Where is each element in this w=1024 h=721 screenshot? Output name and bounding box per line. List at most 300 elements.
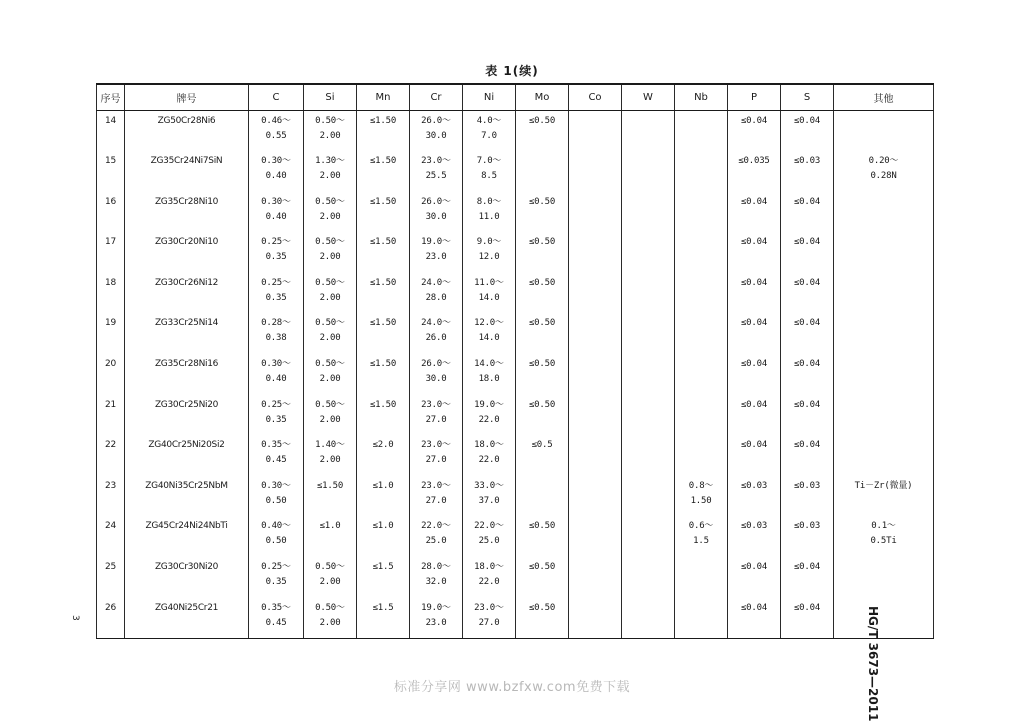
si-cell bbox=[304, 435, 357, 476]
c-cell bbox=[249, 192, 304, 233]
value-line: 24.0～ bbox=[421, 277, 451, 288]
cr-cell bbox=[410, 557, 463, 598]
value-line: ≤0.03 bbox=[793, 521, 821, 532]
co-cell bbox=[569, 476, 622, 517]
value-line: 18.0～ bbox=[474, 440, 504, 451]
s-cell bbox=[781, 354, 834, 395]
value-line: 0.50～ bbox=[315, 116, 345, 126]
grade-cell: ZG30Cr20Ni10 bbox=[125, 232, 249, 273]
value-line: 0.50～ bbox=[315, 359, 345, 370]
value-line: 22.0 bbox=[478, 414, 500, 425]
page-number: 3 bbox=[70, 615, 80, 621]
value-line: 19.0～ bbox=[421, 237, 451, 248]
value-line: 0.40 bbox=[265, 374, 287, 385]
table-row bbox=[97, 232, 934, 273]
c-cell bbox=[249, 273, 304, 314]
grade-cell: ZG30Cr25Ni20 bbox=[125, 395, 249, 436]
ni-cell bbox=[463, 313, 516, 354]
si-cell bbox=[304, 273, 357, 314]
table-row bbox=[97, 598, 934, 639]
ni-cell bbox=[463, 476, 516, 517]
value-line: 0.50～ bbox=[315, 562, 345, 573]
ni-cell bbox=[463, 395, 516, 436]
table-row bbox=[97, 354, 934, 395]
header-cell: 序号 bbox=[97, 84, 125, 111]
cr-cell bbox=[410, 354, 463, 395]
value-line: 0.46～ bbox=[261, 116, 291, 126]
value-line: 22.0 bbox=[478, 455, 500, 466]
ni-cell bbox=[463, 516, 516, 557]
value-line: 0.20～ bbox=[868, 156, 899, 167]
value-line: ≤0.04 bbox=[793, 237, 821, 248]
p-cell bbox=[728, 516, 781, 557]
grade-cell: ZG35Cr24Ni7SiN bbox=[125, 151, 249, 192]
cr-cell bbox=[410, 192, 463, 233]
header-cell: C bbox=[249, 84, 304, 111]
p-cell bbox=[728, 232, 781, 273]
header-cell: Nb bbox=[675, 84, 728, 111]
cr-cell bbox=[410, 111, 463, 152]
value-line: 0.35 bbox=[265, 252, 287, 263]
nb-cell bbox=[675, 435, 728, 476]
value-line: 7.0 bbox=[481, 131, 497, 141]
p-cell bbox=[728, 395, 781, 436]
value-line: 19.0～ bbox=[421, 602, 451, 613]
value-line: 7.0～ bbox=[476, 156, 502, 167]
value-line: 0.40～ bbox=[261, 521, 291, 532]
cr-cell bbox=[410, 598, 463, 639]
value-line: ≤1.50 bbox=[369, 399, 397, 410]
row-number: 19 bbox=[97, 313, 125, 354]
c-cell bbox=[249, 232, 304, 273]
s-cell bbox=[781, 557, 834, 598]
row-number: 22 bbox=[97, 435, 125, 476]
ni-cell bbox=[463, 111, 516, 152]
grade-cell: ZG35Cr28Ni16 bbox=[125, 354, 249, 395]
mo-cell bbox=[516, 557, 569, 598]
row-number: 25 bbox=[97, 557, 125, 598]
value-line: 0.6～ bbox=[688, 521, 714, 532]
other-cell bbox=[834, 395, 934, 436]
mn-cell bbox=[357, 598, 410, 639]
value-line: ≤0.04 bbox=[793, 399, 821, 410]
c-cell bbox=[249, 111, 304, 152]
header-cell: Mo bbox=[516, 84, 569, 111]
value-line: 27.0 bbox=[425, 455, 447, 466]
co-cell bbox=[569, 232, 622, 273]
header-cell: P bbox=[728, 84, 781, 111]
co-cell bbox=[569, 516, 622, 557]
value-line: 1.5 bbox=[693, 536, 709, 547]
ni-cell bbox=[463, 192, 516, 233]
mo-cell bbox=[516, 313, 569, 354]
value-line: ≤1.50 bbox=[369, 196, 397, 207]
mn-cell bbox=[357, 354, 410, 395]
other-cell bbox=[834, 151, 934, 192]
w-cell bbox=[622, 354, 675, 395]
value-line: 32.0 bbox=[425, 577, 447, 588]
value-line: 0.30～ bbox=[261, 156, 291, 167]
value-line: ≤0.50 bbox=[528, 196, 556, 207]
mo-cell bbox=[516, 273, 569, 314]
p-cell bbox=[728, 598, 781, 639]
table-row bbox=[97, 192, 934, 233]
si-cell bbox=[304, 192, 357, 233]
nb-cell bbox=[675, 151, 728, 192]
row-number: 26 bbox=[97, 598, 125, 639]
p-cell bbox=[728, 313, 781, 354]
value-line: ≤0.50 bbox=[528, 277, 556, 288]
s-cell bbox=[781, 516, 834, 557]
value-line: 30.0 bbox=[425, 131, 447, 141]
s-cell bbox=[781, 232, 834, 273]
co-cell bbox=[569, 354, 622, 395]
other-cell bbox=[834, 598, 934, 639]
nb-cell bbox=[675, 313, 728, 354]
ni-cell bbox=[463, 598, 516, 639]
w-cell bbox=[622, 111, 675, 152]
header-cell: Cr bbox=[410, 84, 463, 111]
value-line: ≤0.04 bbox=[740, 116, 768, 126]
value-line: 0.50～ bbox=[315, 399, 345, 410]
nb-cell bbox=[675, 192, 728, 233]
cr-cell bbox=[410, 313, 463, 354]
value-line: 8.0～ bbox=[476, 196, 502, 207]
value-line: ≤1.50 bbox=[316, 480, 344, 491]
value-line: 0.55 bbox=[265, 131, 287, 141]
table-row bbox=[97, 395, 934, 436]
value-line: 2.00 bbox=[319, 252, 341, 263]
value-line: 1.40～ bbox=[315, 440, 345, 451]
value-line: 1.50 bbox=[690, 495, 712, 506]
header-cell: 牌号 bbox=[125, 84, 249, 111]
value-line: 0.30～ bbox=[261, 196, 291, 207]
co-cell bbox=[569, 111, 622, 152]
value-line: 0.25～ bbox=[261, 399, 291, 410]
value-line: 2.00 bbox=[319, 455, 341, 466]
value-line: ≤0.04 bbox=[793, 562, 821, 573]
cr-cell bbox=[410, 516, 463, 557]
si-cell bbox=[304, 354, 357, 395]
mo-cell bbox=[516, 516, 569, 557]
nb-cell bbox=[675, 598, 728, 639]
other-cell bbox=[834, 476, 934, 517]
value-line: ≤0.03 bbox=[740, 480, 768, 491]
value-line: ≤0.04 bbox=[793, 196, 821, 207]
value-line: 0.45 bbox=[265, 455, 287, 466]
value-line: 2.00 bbox=[319, 333, 341, 344]
value-line: ≤1.5 bbox=[372, 602, 394, 613]
value-line: ≤1.50 bbox=[369, 318, 397, 329]
value-line: ≤0.04 bbox=[740, 237, 768, 248]
cr-cell bbox=[410, 435, 463, 476]
value-line: 0.25～ bbox=[261, 277, 291, 288]
p-cell bbox=[728, 557, 781, 598]
w-cell bbox=[622, 273, 675, 314]
other-cell bbox=[834, 232, 934, 273]
value-line: 0.50～ bbox=[315, 237, 345, 248]
value-line: ≤0.04 bbox=[793, 318, 821, 329]
value-line: ≤0.50 bbox=[528, 602, 556, 613]
grade-cell: ZG35Cr28Ni10 bbox=[125, 192, 249, 233]
value-line: ≤0.04 bbox=[793, 116, 821, 126]
value-line: 22.0～ bbox=[474, 521, 504, 532]
grade-cell: ZG40Cr25Ni20Si2 bbox=[125, 435, 249, 476]
value-line: 25.5 bbox=[425, 171, 447, 182]
row-number: 21 bbox=[97, 395, 125, 436]
value-line: 27.0 bbox=[478, 617, 500, 628]
value-line: 22.0～ bbox=[421, 521, 451, 532]
ni-cell bbox=[463, 273, 516, 314]
mn-cell bbox=[357, 435, 410, 476]
other-cell bbox=[834, 273, 934, 314]
s-cell bbox=[781, 395, 834, 436]
grade-cell: ZG40Ni35Cr25NbM bbox=[125, 476, 249, 517]
value-line: 23.0～ bbox=[474, 602, 504, 613]
cr-cell bbox=[410, 232, 463, 273]
w-cell bbox=[622, 232, 675, 273]
mn-cell bbox=[357, 557, 410, 598]
cr-cell bbox=[410, 395, 463, 436]
p-cell bbox=[728, 273, 781, 314]
value-line: 2.00 bbox=[319, 374, 341, 385]
value-line: 27.0 bbox=[425, 495, 447, 506]
w-cell bbox=[622, 192, 675, 233]
value-line: 2.00 bbox=[319, 171, 341, 182]
value-line: 9.0～ bbox=[476, 237, 502, 248]
s-cell bbox=[781, 192, 834, 233]
value-line: 12.0 bbox=[478, 252, 500, 263]
value-line: 19.0～ bbox=[474, 399, 504, 410]
value-line: ≤0.5 bbox=[531, 440, 553, 451]
header-cell: Co bbox=[569, 84, 622, 111]
value-line: 0.5Ti bbox=[870, 536, 897, 547]
c-cell bbox=[249, 598, 304, 639]
c-cell bbox=[249, 354, 304, 395]
value-line: ≤0.04 bbox=[740, 318, 768, 329]
ni-cell bbox=[463, 151, 516, 192]
value-line: 0.25～ bbox=[261, 237, 291, 248]
value-line: 4.0～ bbox=[476, 116, 502, 126]
co-cell bbox=[569, 192, 622, 233]
value-line: 30.0 bbox=[425, 374, 447, 385]
value-line: ≤0.04 bbox=[793, 602, 821, 613]
value-line: 23.0 bbox=[425, 617, 447, 628]
value-line: 14.0 bbox=[478, 333, 500, 344]
nb-cell bbox=[675, 476, 728, 517]
s-cell bbox=[781, 476, 834, 517]
value-line: 26.0～ bbox=[421, 116, 451, 126]
grade-cell: ZG30Cr26Ni12 bbox=[125, 273, 249, 314]
mn-cell bbox=[357, 232, 410, 273]
p-cell bbox=[728, 192, 781, 233]
value-line: 28.0～ bbox=[421, 562, 451, 573]
value-line: ≤0.04 bbox=[740, 196, 768, 207]
other-cell bbox=[834, 435, 934, 476]
co-cell bbox=[569, 598, 622, 639]
value-line: 2.00 bbox=[319, 414, 341, 425]
value-line: 0.8～ bbox=[688, 480, 714, 491]
header-row bbox=[97, 84, 934, 111]
value-line: 11.0～ bbox=[474, 277, 504, 288]
c-cell bbox=[249, 516, 304, 557]
co-cell bbox=[569, 313, 622, 354]
mo-cell bbox=[516, 395, 569, 436]
other-cell bbox=[834, 111, 934, 152]
si-cell bbox=[304, 313, 357, 354]
w-cell bbox=[622, 557, 675, 598]
value-line: ≤0.50 bbox=[528, 521, 556, 532]
value-line: 0.50～ bbox=[315, 318, 345, 329]
s-cell bbox=[781, 598, 834, 639]
value-line: 0.38 bbox=[265, 333, 287, 344]
value-line: ≤1.50 bbox=[369, 237, 397, 248]
value-line: 0.50 bbox=[265, 495, 287, 506]
value-line: ≤1.50 bbox=[369, 359, 397, 370]
mn-cell bbox=[357, 395, 410, 436]
value-line: 25.0 bbox=[425, 536, 447, 547]
value-line: 23.0～ bbox=[421, 156, 451, 167]
s-cell bbox=[781, 313, 834, 354]
value-line: ≤1.50 bbox=[369, 277, 397, 288]
row-number: 23 bbox=[97, 476, 125, 517]
mo-cell bbox=[516, 435, 569, 476]
header-cell: W bbox=[622, 84, 675, 111]
p-cell bbox=[728, 476, 781, 517]
other-cell bbox=[834, 313, 934, 354]
value-line: 0.50～ bbox=[315, 602, 345, 613]
c-cell bbox=[249, 151, 304, 192]
value-line: 0.35～ bbox=[261, 440, 291, 451]
value-line: ≤1.50 bbox=[369, 156, 397, 167]
mn-cell bbox=[357, 313, 410, 354]
value-line: ≤0.03 bbox=[793, 480, 821, 491]
mo-cell bbox=[516, 476, 569, 517]
table-row bbox=[97, 516, 934, 557]
value-line: ≤0.50 bbox=[528, 562, 556, 573]
value-line: 26.0～ bbox=[421, 196, 451, 207]
header-cell: Mn bbox=[357, 84, 410, 111]
value-line: ≤0.04 bbox=[740, 359, 768, 370]
value-line: ≤0.04 bbox=[740, 602, 768, 613]
value-line: 26.0 bbox=[425, 333, 447, 344]
table-row bbox=[97, 313, 934, 354]
value-line: 0.30～ bbox=[261, 480, 291, 491]
value-line: ≤0.04 bbox=[740, 277, 768, 288]
c-cell bbox=[249, 435, 304, 476]
value-line: ≤0.50 bbox=[528, 318, 556, 329]
value-line: ≤0.50 bbox=[528, 399, 556, 410]
mn-cell bbox=[357, 476, 410, 517]
value-line: 0.35 bbox=[265, 414, 287, 425]
co-cell bbox=[569, 435, 622, 476]
value-line: 12.0～ bbox=[474, 318, 504, 329]
value-line: ≤0.035 bbox=[738, 156, 770, 167]
value-line: 0.35 bbox=[265, 577, 287, 588]
other-cell bbox=[834, 516, 934, 557]
si-cell bbox=[304, 516, 357, 557]
nb-cell bbox=[675, 354, 728, 395]
w-cell bbox=[622, 313, 675, 354]
value-line: 2.00 bbox=[319, 131, 341, 141]
nb-cell bbox=[675, 395, 728, 436]
value-line: 0.50～ bbox=[315, 277, 345, 288]
w-cell bbox=[622, 516, 675, 557]
value-line: ≤0.03 bbox=[793, 156, 821, 167]
nb-cell bbox=[675, 557, 728, 598]
value-line: 2.00 bbox=[319, 292, 341, 303]
value-line: 23.0～ bbox=[421, 440, 451, 451]
watermark-footer: 标准分享网 www.bzfxw.com免费下载 bbox=[393, 680, 631, 695]
value-line: 2.00 bbox=[319, 577, 341, 588]
c-cell bbox=[249, 395, 304, 436]
c-cell bbox=[249, 313, 304, 354]
value-line: 22.0 bbox=[478, 577, 500, 588]
w-cell bbox=[622, 151, 675, 192]
value-line: 23.0～ bbox=[421, 399, 451, 410]
mo-cell bbox=[516, 111, 569, 152]
value-line: ≤0.04 bbox=[740, 562, 768, 573]
row-number: 18 bbox=[97, 273, 125, 314]
mn-cell bbox=[357, 111, 410, 152]
nb-cell bbox=[675, 273, 728, 314]
table-row bbox=[97, 151, 934, 192]
nb-cell bbox=[675, 516, 728, 557]
value-line: 1.30～ bbox=[315, 156, 345, 167]
w-cell bbox=[622, 395, 675, 436]
value-line: 0.28N bbox=[870, 171, 897, 182]
table-row bbox=[97, 476, 934, 517]
table-caption: 表 1(续) bbox=[485, 64, 539, 78]
value-line: 33.0～ bbox=[474, 480, 504, 491]
value-line: 28.0 bbox=[425, 292, 447, 303]
c-cell bbox=[249, 476, 304, 517]
grade-cell: ZG30Cr30Ni20 bbox=[125, 557, 249, 598]
value-line: ≤0.50 bbox=[528, 359, 556, 370]
s-cell bbox=[781, 435, 834, 476]
value-line: 24.0～ bbox=[421, 318, 451, 329]
si-cell bbox=[304, 557, 357, 598]
value-line: ≤2.0 bbox=[372, 440, 394, 451]
value-line: ≤0.04 bbox=[793, 359, 821, 370]
value-line: 23.0～ bbox=[421, 480, 451, 491]
value-line: 8.5 bbox=[481, 171, 497, 182]
row-number: 15 bbox=[97, 151, 125, 192]
row-number: 14 bbox=[97, 111, 125, 152]
value-line: 30.0 bbox=[425, 211, 447, 222]
si-cell bbox=[304, 395, 357, 436]
table-row bbox=[97, 111, 934, 152]
grade-cell: ZG40Ni25Cr21 bbox=[125, 598, 249, 639]
mo-cell bbox=[516, 232, 569, 273]
mn-cell bbox=[357, 516, 410, 557]
value-line: 0.40 bbox=[265, 211, 287, 222]
s-cell bbox=[781, 273, 834, 314]
header-cell: Ni bbox=[463, 84, 516, 111]
s-cell bbox=[781, 151, 834, 192]
value-line: 18.0～ bbox=[474, 562, 504, 573]
row-number: 20 bbox=[97, 354, 125, 395]
value-line: 0.35～ bbox=[261, 602, 291, 613]
ni-cell bbox=[463, 435, 516, 476]
si-cell bbox=[304, 232, 357, 273]
cr-cell bbox=[410, 151, 463, 192]
mn-cell bbox=[357, 273, 410, 314]
value-line: ≤0.04 bbox=[793, 440, 821, 451]
value-line: 2.00 bbox=[319, 211, 341, 222]
si-cell bbox=[304, 598, 357, 639]
row-number: 16 bbox=[97, 192, 125, 233]
